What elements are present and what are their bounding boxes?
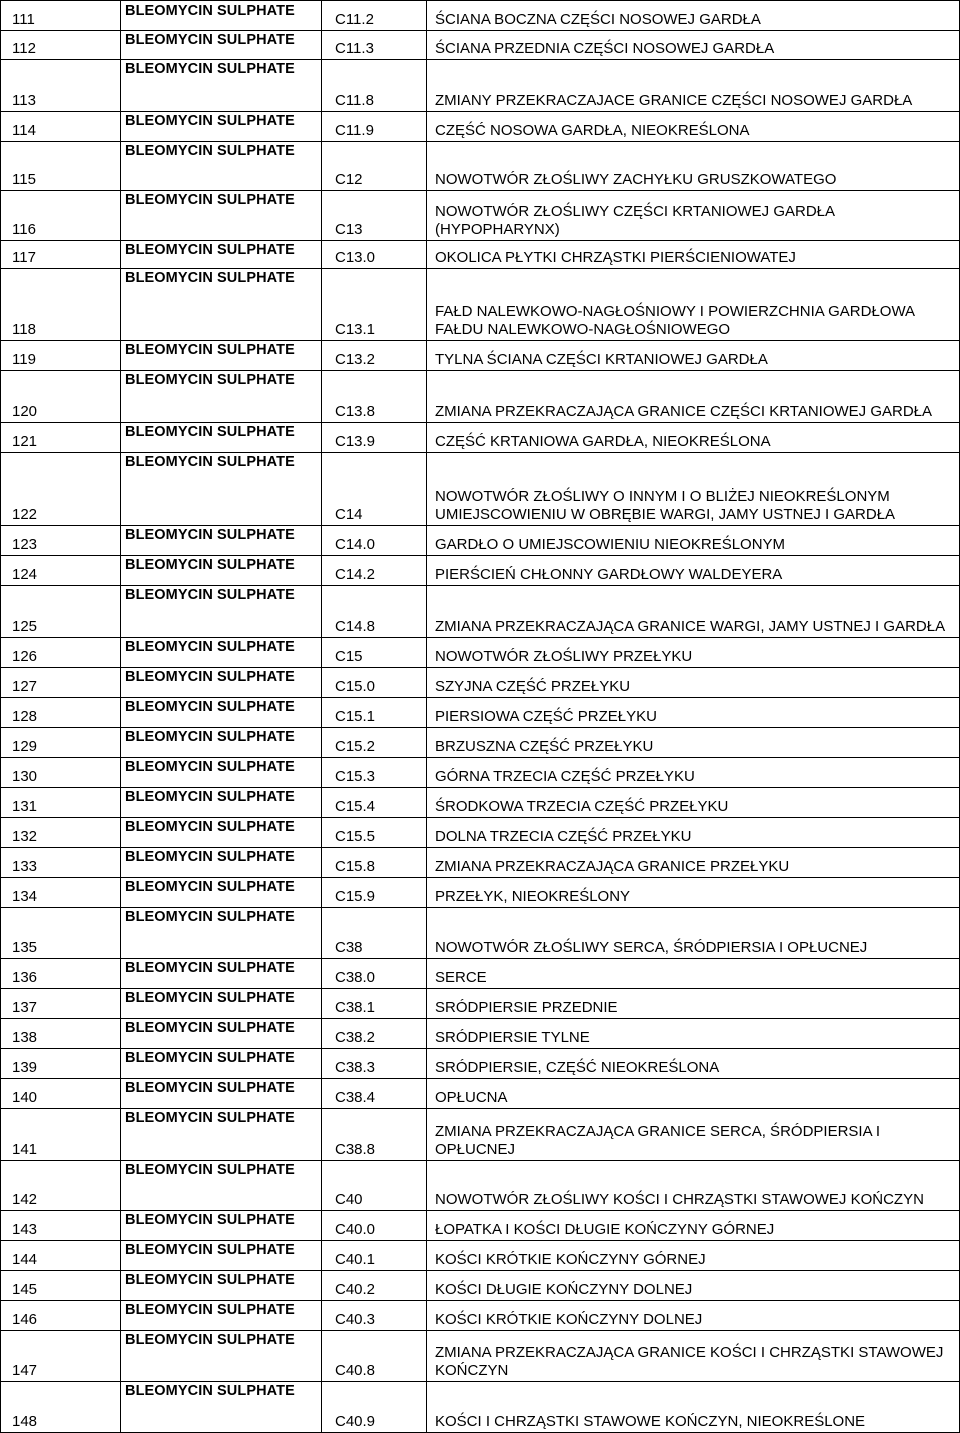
- diagnosis-description: KOŚCI I CHRZĄSTKI STAWOWE KOŃCZYN, NIEOKREŚLONE: [435, 1413, 866, 1430]
- icd-code: C14.8: [335, 618, 376, 635]
- drug-name: BLEOMYCIN SULPHATE: [125, 61, 295, 77]
- row-number: 121: [12, 433, 38, 450]
- icd-code: C38.4: [335, 1089, 376, 1106]
- drug-name: BLEOMYCIN SULPHATE: [125, 759, 295, 775]
- diagnosis-description: NOWOTWÓR ZŁOŚLIWY O INNYM I O BLIŻEJ NIEOKREŚLONYM UMIEJSCOWIENIU W OBRĘBIE WARGI, JAMY USTNEJ I GARDŁA: [435, 488, 896, 523]
- icd-code: C40.3: [335, 1311, 376, 1328]
- icd-code: C14: [335, 506, 363, 523]
- icd-code: C13: [335, 221, 363, 238]
- icd-code: C38.8: [335, 1141, 376, 1158]
- table-row: [0, 555, 960, 586]
- table-row: [0, 907, 960, 959]
- icd-code: C40.0: [335, 1221, 376, 1238]
- table-row: [0, 1048, 960, 1079]
- table-row: [0, 111, 960, 142]
- table-row: [0, 1270, 960, 1301]
- diagnosis-description: ŁOPATKA I KOŚCI DŁUGIE KOŃCZYNY GÓRNEJ: [435, 1221, 775, 1238]
- row-number: 126: [12, 648, 38, 665]
- drug-name: BLEOMYCIN SULPHATE: [125, 729, 295, 745]
- drug-name: BLEOMYCIN SULPHATE: [125, 143, 295, 159]
- icd-code: C15.2: [335, 738, 376, 755]
- icd-code: C38.3: [335, 1059, 376, 1076]
- icd-code: C13.0: [335, 249, 376, 266]
- drug-name: BLEOMYCIN SULPHATE: [125, 1332, 295, 1348]
- row-number: 131: [12, 798, 38, 815]
- diagnosis-description: GÓRNA TRZECIA CZĘŚĆ PRZEŁYKU: [435, 768, 695, 785]
- table-row: [0, 697, 960, 728]
- drug-name: BLEOMYCIN SULPHATE: [125, 1162, 295, 1178]
- drug-name: BLEOMYCIN SULPHATE: [125, 1020, 295, 1036]
- diagnosis-description: ZMIANA PRZEKRACZAJĄCA GRANICE WARGI, JAMY USTNEJ I GARDŁA: [435, 618, 946, 635]
- diagnosis-description: KOŚCI KRÓTKIE KOŃCZYNY DOLNEJ: [435, 1311, 703, 1328]
- row-number: 134: [12, 888, 38, 905]
- icd-code: C38.2: [335, 1029, 376, 1046]
- diagnosis-description: TYLNA ŚCIANA CZĘŚCI KRTANIOWEJ GARDŁA: [435, 351, 768, 368]
- table-row: [0, 1160, 960, 1211]
- row-number: 123: [12, 536, 38, 553]
- table-row: [0, 268, 960, 341]
- diagnosis-description: NOWOTWÓR ZŁOŚLIWY SERCA, ŚRÓDPIERSIA I OPŁUCNEJ: [435, 939, 868, 956]
- diagnosis-description: SZYJNA CZĘŚĆ PRZEŁYKU: [435, 678, 631, 695]
- icd-code: C40.9: [335, 1413, 376, 1430]
- column-divider: [426, 0, 427, 1432]
- diagnosis-description: CZĘŚĆ NOSOWA GARDŁA, NIEOKREŚLONA: [435, 122, 750, 139]
- row-number: 133: [12, 858, 38, 875]
- table-row: [0, 0, 960, 31]
- row-number: 138: [12, 1029, 38, 1046]
- drug-name: BLEOMYCIN SULPHATE: [125, 960, 295, 976]
- row-number: 144: [12, 1251, 38, 1268]
- drug-name: BLEOMYCIN SULPHATE: [125, 113, 295, 129]
- table-row: [0, 340, 960, 371]
- drug-name: BLEOMYCIN SULPHATE: [125, 587, 295, 603]
- drug-name: BLEOMYCIN SULPHATE: [125, 819, 295, 835]
- drug-name: BLEOMYCIN SULPHATE: [125, 990, 295, 1006]
- icd-code: C13.8: [335, 403, 376, 420]
- row-number: 114: [12, 122, 36, 139]
- table-row: [0, 30, 960, 60]
- row-number: 117: [12, 249, 36, 266]
- table-row: [0, 585, 960, 638]
- drug-name: BLEOMYCIN SULPHATE: [125, 32, 295, 48]
- icd-code: C15: [335, 648, 363, 665]
- table-row: [0, 757, 960, 788]
- row-number: 145: [12, 1281, 38, 1298]
- drug-name: BLEOMYCIN SULPHATE: [125, 1302, 295, 1318]
- diagnosis-description: KOŚCI KRÓTKIE KOŃCZYNY GÓRNEJ: [435, 1251, 706, 1268]
- row-number: 115: [12, 171, 36, 188]
- diagnosis-description: SRÓDPIERSIE TYLNE: [435, 1029, 590, 1046]
- drug-name: BLEOMYCIN SULPHATE: [125, 424, 295, 440]
- icd-code: C11.9: [335, 122, 374, 139]
- row-number: 135: [12, 939, 38, 956]
- column-divider: [321, 0, 322, 1432]
- row-number: 147: [12, 1362, 38, 1379]
- row-number: 141: [12, 1141, 38, 1158]
- icd-code: C14.0: [335, 536, 376, 553]
- drug-name: BLEOMYCIN SULPHATE: [125, 1242, 295, 1258]
- table-row: [0, 1381, 960, 1433]
- icd-code: C13.1: [335, 321, 376, 338]
- icd-code: C11.2: [335, 11, 374, 28]
- icd-code: C15.4: [335, 798, 376, 815]
- table-row: [0, 667, 960, 698]
- table-row: [0, 1300, 960, 1331]
- drug-name: BLEOMYCIN SULPHATE: [125, 849, 295, 865]
- icd-code: C15.3: [335, 768, 376, 785]
- table-row: [0, 847, 960, 878]
- icd-code: C14.2: [335, 566, 376, 583]
- icd-code: C15.9: [335, 888, 376, 905]
- diagnosis-description: NOWOTWÓR ZŁOŚLIWY CZĘŚCI KRTANIOWEJ GARDŁA (HYPOPHARYNX): [435, 203, 835, 238]
- drug-name: BLEOMYCIN SULPHATE: [125, 454, 295, 470]
- diagnosis-description: NOWOTWÓR ZŁOŚLIWY ZACHYŁKU GRUSZKOWATEGO: [435, 171, 837, 188]
- drug-name: BLEOMYCIN SULPHATE: [125, 789, 295, 805]
- table-row: [0, 637, 960, 668]
- row-number: 122: [12, 506, 38, 523]
- row-number: 146: [12, 1311, 38, 1328]
- icd-code: C11.8: [335, 92, 374, 109]
- drug-name: BLEOMYCIN SULPHATE: [125, 557, 295, 573]
- table-row: [0, 877, 960, 908]
- row-number: 140: [12, 1089, 38, 1106]
- row-number: 113: [12, 92, 36, 109]
- drug-name: BLEOMYCIN SULPHATE: [125, 1110, 295, 1126]
- row-number: 148: [12, 1413, 38, 1430]
- table-row: [0, 958, 960, 989]
- table-row: [0, 525, 960, 556]
- table-row: [0, 59, 960, 112]
- diagnosis-description: OPŁUCNA: [435, 1089, 508, 1106]
- table-row: [0, 1078, 960, 1109]
- row-number: 118: [12, 321, 36, 338]
- drug-name: BLEOMYCIN SULPHATE: [125, 372, 295, 388]
- drug-name: BLEOMYCIN SULPHATE: [125, 242, 295, 258]
- icd-code: C15.0: [335, 678, 376, 695]
- icd-code: C13.2: [335, 351, 376, 368]
- icd-code: C40: [335, 1191, 363, 1208]
- row-number: 111: [12, 11, 35, 28]
- row-number: 112: [12, 40, 36, 57]
- drug-name: BLEOMYCIN SULPHATE: [125, 1212, 295, 1228]
- drug-name: BLEOMYCIN SULPHATE: [125, 699, 295, 715]
- drug-name: BLEOMYCIN SULPHATE: [125, 342, 295, 358]
- row-number: 119: [12, 351, 36, 368]
- icd-code: C38.1: [335, 999, 376, 1016]
- row-number: 127: [12, 678, 38, 695]
- diagnosis-description: PIERSIOWA CZĘŚĆ PRZEŁYKU: [435, 708, 657, 725]
- icd-code: C12: [335, 171, 363, 188]
- row-number: 142: [12, 1191, 38, 1208]
- diagnosis-description: NOWOTWÓR ZŁOŚLIWY PRZEŁYKU: [435, 648, 693, 665]
- row-number: 139: [12, 1059, 38, 1076]
- diagnosis-description: ZMIANA PRZEKRACZAJĄCA GRANICE CZĘŚCI KRTANIOWEJ GARDŁA: [435, 403, 933, 420]
- diagnosis-description: SERCE: [435, 969, 487, 986]
- table-row: [0, 141, 960, 191]
- table-row: [0, 727, 960, 758]
- row-number: 136: [12, 969, 38, 986]
- diagnosis-description: ZMIANA PRZEKRACZAJĄCA GRANICE KOŚCI I CHRZĄSTKI STAWOWEJ KOŃCZYN: [435, 1344, 944, 1379]
- row-number: 125: [12, 618, 38, 635]
- diagnosis-description: KOŚCI DŁUGIE KOŃCZYNY DOLNEJ: [435, 1281, 693, 1298]
- row-number: 130: [12, 768, 38, 785]
- row-number: 116: [12, 221, 36, 238]
- row-number: 129: [12, 738, 38, 755]
- table-row: [0, 1240, 960, 1271]
- drug-name: BLEOMYCIN SULPHATE: [125, 1080, 295, 1096]
- table-row: [0, 988, 960, 1019]
- diagnosis-description: ŚCIANA BOCZNA CZĘŚCI NOSOWEJ GARDŁA: [435, 11, 761, 28]
- diagnosis-description: FAŁD NALEWKOWO-NAGŁOŚNIOWY I POWIERZCHNIA GARDŁOWA FAŁDU NALEWKOWO-NAGŁOŚNIOWEGO: [435, 303, 915, 338]
- diagnosis-description: ZMIANA PRZEKRACZAJĄCA GRANICE PRZEŁYKU: [435, 858, 790, 875]
- icd-code: C15.1: [335, 708, 376, 725]
- drug-name: BLEOMYCIN SULPHATE: [125, 192, 295, 208]
- diagnosis-description: SRÓDPIERSIE, CZĘŚĆ NIEOKREŚLONA: [435, 1059, 720, 1076]
- table-row: [0, 1330, 960, 1382]
- diagnosis-description: PRZEŁYK, NIEOKREŚLONY: [435, 888, 631, 905]
- diagnosis-description: OKOLICA PŁYTKI CHRZĄSTKI PIERŚCIENIOWATEJ: [435, 249, 796, 266]
- diagnosis-description: CZĘŚĆ KRTANIOWA GARDŁA, NIEOKREŚLONA: [435, 433, 771, 450]
- icd-code: C15.8: [335, 858, 376, 875]
- row-number: 120: [12, 403, 38, 420]
- drug-name: BLEOMYCIN SULPHATE: [125, 1272, 295, 1288]
- table-row: [0, 1210, 960, 1241]
- column-divider: [0, 0, 1, 1432]
- diagnosis-description: ŚRODKOWA TRZECIA CZĘŚĆ PRZEŁYKU: [435, 798, 729, 815]
- row-number: 137: [12, 999, 38, 1016]
- drug-name: BLEOMYCIN SULPHATE: [125, 639, 295, 655]
- table-row: [0, 190, 960, 241]
- drug-name: BLEOMYCIN SULPHATE: [125, 669, 295, 685]
- drug-name: BLEOMYCIN SULPHATE: [125, 270, 295, 286]
- row-number: 128: [12, 708, 38, 725]
- table-row: [0, 817, 960, 848]
- diagnosis-description: DOLNA TRZECIA CZĘŚĆ PRZEŁYKU: [435, 828, 692, 845]
- icd-code: C11.3: [335, 40, 374, 57]
- icd-code: C13.9: [335, 433, 376, 450]
- drug-name: BLEOMYCIN SULPHATE: [125, 527, 295, 543]
- drug-name: BLEOMYCIN SULPHATE: [125, 3, 295, 19]
- table-row: [0, 1108, 960, 1161]
- diagnosis-description: ZMIANA PRZEKRACZAJĄCA GRANICE SERCA, ŚRÓDPIERSIA I OPŁUCNEJ: [435, 1123, 881, 1158]
- table-row: [0, 422, 960, 453]
- drug-name: BLEOMYCIN SULPHATE: [125, 1050, 295, 1066]
- icd-code: C15.5: [335, 828, 376, 845]
- diagnosis-description: BRZUSZNA CZĘŚĆ PRZEŁYKU: [435, 738, 654, 755]
- row-number: 143: [12, 1221, 38, 1238]
- icd-code: C40.8: [335, 1362, 376, 1379]
- table-row: [0, 370, 960, 423]
- diagnosis-description: ŚCIANA PRZEDNIA CZĘŚCI NOSOWEJ GARDŁA: [435, 40, 775, 57]
- diagnosis-description: GARDŁO O UMIEJSCOWIENIU NIEOKREŚLONYM: [435, 536, 786, 553]
- table-row: [0, 787, 960, 818]
- diagnosis-description: PIERŚCIEŃ CHŁONNY GARDŁOWY WALDEYERA: [435, 566, 783, 583]
- icd-code: C40.1: [335, 1251, 376, 1268]
- diagnosis-description: SRÓDPIERSIE PRZEDNIE: [435, 999, 618, 1016]
- icd-code: C38: [335, 939, 363, 956]
- diagnosis-description: NOWOTWÓR ZŁOŚLIWY KOŚCI I CHRZĄSTKI STAWOWEJ KOŃCZYN: [435, 1191, 924, 1208]
- drug-name: BLEOMYCIN SULPHATE: [125, 1383, 295, 1399]
- icd-code: C40.2: [335, 1281, 376, 1298]
- row-number: 132: [12, 828, 38, 845]
- drug-name: BLEOMYCIN SULPHATE: [125, 879, 295, 895]
- table-row: [0, 1018, 960, 1049]
- row-number: 124: [12, 566, 38, 583]
- table-row: [0, 240, 960, 269]
- diagnosis-description: ZMIANY PRZEKRACZAJACE GRANICE CZĘŚCI NOSOWEJ GARDŁA: [435, 92, 913, 109]
- icd-code: C38.0: [335, 969, 376, 986]
- table-row: [0, 452, 960, 526]
- column-divider: [120, 0, 121, 1432]
- drug-name: BLEOMYCIN SULPHATE: [125, 909, 295, 925]
